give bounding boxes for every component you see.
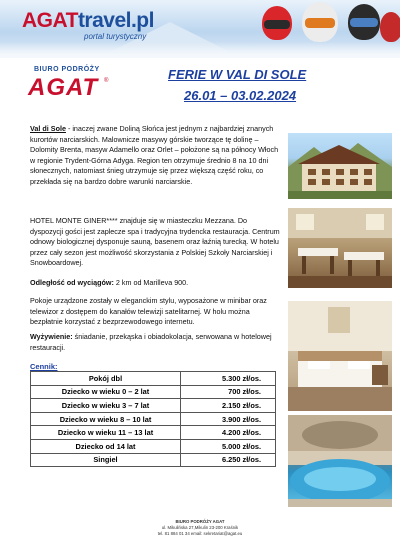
hotel-text: znajduje się w miasteczku Mezzana. Do dyspozycji gości jest zaplecze spa i tradycyjna trydencka restauracja. Centrum odnowy biologicznej dysponuje sauną, basenem oraz łaźnią turecką. W hotelu przez cały sezon jest możliwość skorzystania z Polskiej Szkoły Narciarskiej i Snowboardowej. (30, 216, 280, 268)
price-row (31, 399, 276, 413)
price-row (31, 385, 276, 399)
meals-label: Wyżywienie: (30, 332, 73, 341)
goggles-icon (305, 18, 335, 28)
intro-place-name: Val di Sole (30, 124, 66, 133)
skiers-photo (250, 0, 400, 58)
brand-subtitle: portal turystyczny (84, 32, 147, 41)
goggles-icon (264, 20, 290, 29)
distance-label: Odległość od wyciągów: (30, 278, 114, 287)
price-row (31, 412, 276, 426)
distance-paragraph (30, 278, 280, 289)
price-row-label: Dziecko od 14 lat (31, 439, 181, 453)
price-row-value: 5.000 zł/os. (181, 439, 276, 453)
brand-part1: AGAT (22, 9, 78, 32)
footer-address: ul. Mikulińska 27,Mikulin 23-200 Kraśnik (161, 525, 239, 530)
price-row-value: 6.250 zł/os. (181, 453, 276, 467)
price-row (31, 372, 276, 386)
price-row-value: 700 zł/os. (181, 385, 276, 399)
price-row-label: Pokój dbl (31, 372, 181, 386)
footer-company: BIURO PODRÓŻY AGAT (175, 519, 225, 524)
hotel-paragraph (30, 216, 280, 269)
price-table (30, 371, 276, 467)
pool-photo (288, 415, 392, 507)
price-row-label: Dziecko w wieku 0 – 2 lat (31, 385, 181, 399)
agat-logo (22, 66, 114, 108)
price-row-value: 5.300 zł/os. (181, 372, 276, 386)
price-row (31, 453, 276, 467)
hotel-exterior-illustration (288, 133, 392, 199)
hotel-exterior-photo (288, 133, 392, 199)
price-row-value: 3.900 zł/os. (181, 412, 276, 426)
restaurant-photo (288, 208, 392, 288)
price-row-label: Dziecko w wieku 8 – 10 lat (31, 412, 181, 426)
meals-paragraph (30, 332, 280, 353)
rooms-paragraph: Pokoje urządzone zostały w eleganckim stylu, wyposażone w minibar oraz telewizor z dostępem do kanałów telewizji satelitarnej. W holu można bezpłatnie korzystać z bezprzewodowego internetu. (30, 296, 267, 327)
intro-text: - inaczej zwane Doliną Słońca jest jednym z najbardziej znanych kurortów narciarskich. Malownicze masywy górskie tworzące tę dolinę – Dolomity Brenta, masyw Adamello oraz Orlet – położone są na północy Włoch w regionie Trydent-Górna Adyga. Region ten otrzymuje średnio 8 na 10 dni słonecznych, natomiast śnieg utrzymuje się przez większą część roku, co przekłada się na bardzo dobre warunki narciarskie. (30, 124, 279, 186)
price-row (31, 426, 276, 440)
footer (0, 519, 400, 537)
pool-illustration (288, 415, 392, 507)
offer-title: FERIE W VAL DI SOLE (168, 67, 307, 82)
brand-part2: travel.pl (77, 9, 154, 32)
price-row-value: 2.150 zł/os. (181, 399, 276, 413)
logo-top-text: BIURO PODRÓŻY (34, 66, 100, 73)
intro-paragraph (30, 124, 282, 188)
restaurant-illustration (288, 208, 392, 288)
logo-main-text: AGAT (28, 74, 99, 101)
offer-dates: 26.01 – 03.02.2024 (184, 88, 297, 103)
price-row (31, 439, 276, 453)
meals-value: śniadanie, przekąska i obiadokolacja, serwowana w hotelowej restauracji. (30, 332, 272, 352)
goggles-icon (350, 18, 378, 27)
helmet-icon (380, 12, 400, 42)
logo-registered-mark: ® (104, 78, 109, 84)
price-row-value: 4.200 zł/os. (181, 426, 276, 440)
hotel-name: HOTEL MONTE GINER**** (30, 216, 118, 225)
pricelist-heading: Cennik: (30, 362, 58, 371)
distance-value: 2 km od Marilleva 900. (113, 278, 189, 287)
room-illustration (288, 301, 392, 411)
price-row-label: Dziecko w wieku 3 – 7 lat (31, 399, 181, 413)
footer-contact[interactable]: tel. 81 884 01 34 email: sekretariat@agat.eu (157, 531, 243, 536)
room-photo (288, 301, 392, 411)
site-brand[interactable] (22, 9, 154, 33)
price-row-label: Singiel (31, 453, 181, 467)
price-row-label: Dziecko w wieku 11 – 13 lat (31, 426, 181, 440)
header-banner (0, 0, 400, 58)
